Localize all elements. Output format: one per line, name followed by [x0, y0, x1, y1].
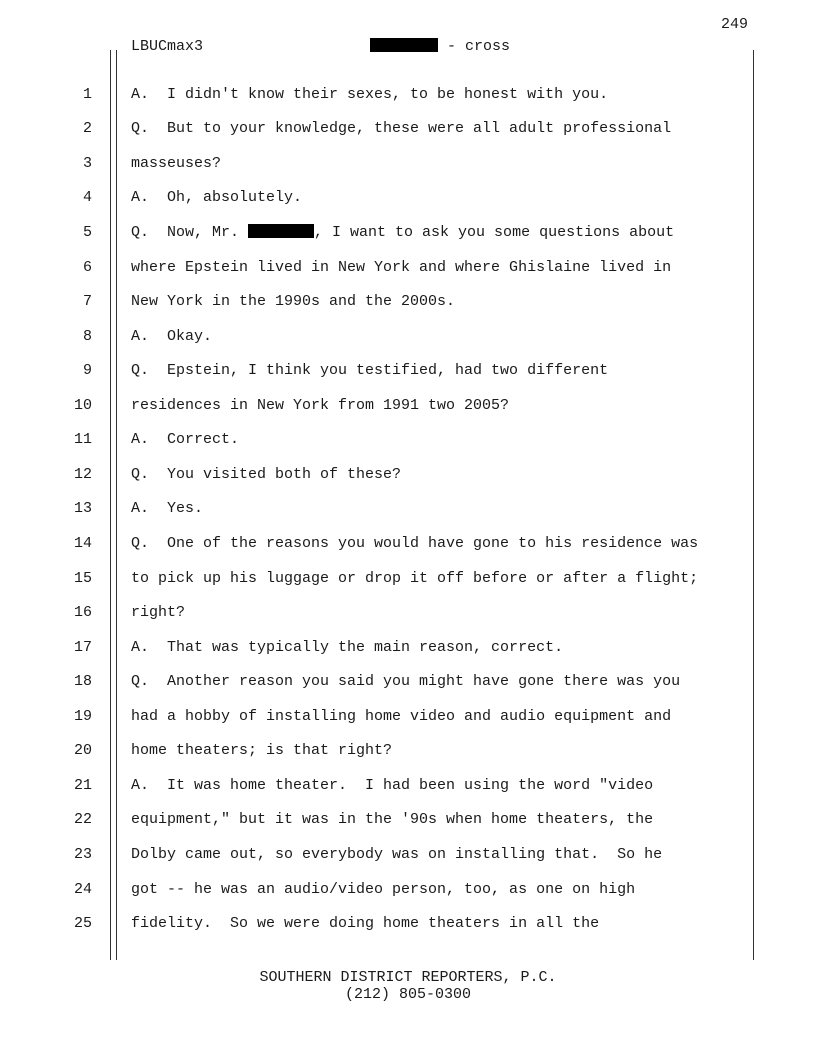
line-number: 15: [73, 570, 92, 587]
line-number: 3: [82, 155, 92, 172]
line-text: Q. But to your knowledge, these were all adult professional: [131, 120, 672, 137]
line-text: home theaters; is that right?: [131, 742, 393, 759]
line-text: Dolby came out, so everybody was on installing that. So he: [131, 846, 663, 863]
transcript-line: [0, 189, 816, 209]
transcript-line: [0, 466, 816, 486]
line-number: 24: [73, 881, 92, 898]
transcript-line: [0, 155, 816, 175]
redaction-block: [370, 38, 438, 52]
line-number: 19: [73, 708, 92, 725]
transcript-line: [0, 881, 816, 901]
line-number: 5: [82, 224, 92, 241]
line-text: Q. One of the reasons you would have gone to his residence was: [131, 535, 699, 552]
line-text-start: Q. Now, Mr.: [131, 224, 249, 241]
line-text: Q. You visited both of these?: [131, 466, 402, 483]
line-number: 6: [82, 259, 92, 276]
line-text: to pick up his luggage or drop it off before or after a flight;: [131, 570, 699, 587]
line-number: 1: [82, 86, 92, 103]
line-text: equipment," but it was in the '90s when home theaters, the: [131, 811, 654, 828]
transcript-line: [0, 535, 816, 555]
line-number: 8: [82, 328, 92, 345]
line-number: 2: [82, 120, 92, 137]
line-number: 10: [73, 397, 92, 414]
line-number: 20: [73, 742, 92, 759]
line-number: 14: [73, 535, 92, 552]
line-number: 22: [73, 811, 92, 828]
line-text-end: , I want to ask you some questions about: [314, 224, 675, 241]
transcript-line: [0, 120, 816, 140]
line-text: A. It was home theater. I had been using the word "video: [131, 777, 654, 794]
line-text: New York in the 1990s and the 2000s.: [131, 293, 456, 310]
transcript-line: [0, 673, 816, 693]
transcript-line: [0, 811, 816, 831]
line-number: 18: [73, 673, 92, 690]
line-text: A. I didn't know their sexes, to be honest with you.: [131, 86, 609, 103]
transcript-line: [0, 846, 816, 866]
transcript-line: [0, 293, 816, 313]
line-number: 16: [73, 604, 92, 621]
line-number: 23: [73, 846, 92, 863]
transcript-line: [0, 259, 816, 279]
transcript-line: [0, 639, 816, 659]
line-text: A. Oh, absolutely.: [131, 189, 303, 206]
page-number: 249: [720, 16, 748, 33]
line-text: right?: [131, 604, 186, 621]
line-number: 21: [73, 777, 92, 794]
transcript-line: [0, 500, 816, 520]
reporter-name: SOUTHERN DISTRICT REPORTERS, P.C.: [259, 969, 557, 986]
line-text: where Epstein lived in New York and where Ghislaine lived in: [131, 259, 672, 276]
reporter-footer: [0, 969, 816, 1003]
transcript-line: [0, 777, 816, 797]
header-witness: [370, 38, 510, 55]
header-section: - cross: [447, 38, 511, 55]
line-text: had a hobby of installing home video and audio equipment and: [131, 708, 672, 725]
transcript-line: [0, 362, 816, 382]
transcript-line: [0, 328, 816, 348]
line-number: 9: [82, 362, 92, 379]
line-number: 11: [73, 431, 92, 448]
line-text: [131, 224, 674, 241]
line-text: Q. Another reason you said you might have gone there was you: [131, 673, 681, 690]
line-text: Q. Epstein, I think you testified, had two different: [131, 362, 609, 379]
line-number: 17: [73, 639, 92, 656]
line-number: 25: [73, 915, 92, 932]
line-number: 13: [73, 500, 92, 517]
transcript-line: [0, 397, 816, 417]
line-text: masseuses?: [131, 155, 222, 172]
line-text: A. Yes.: [131, 500, 204, 517]
transcript-line: [0, 708, 816, 728]
line-text: A. Correct.: [131, 431, 240, 448]
line-text: fidelity. So we were doing home theaters in all the: [131, 915, 600, 932]
line-number: 7: [82, 293, 92, 310]
transcript-line: [0, 915, 816, 935]
transcript-line: [0, 604, 816, 624]
line-number: 12: [73, 466, 92, 483]
line-text: got -- he was an audio/video person, too, as one on high: [131, 881, 636, 898]
transcript-line: [0, 742, 816, 762]
line-text: A. Okay.: [131, 328, 213, 345]
transcript-line: [0, 86, 816, 106]
case-code: LBUCmax3: [131, 38, 204, 55]
reporter-phone: (212) 805-0300: [344, 986, 472, 1003]
redaction-block: [248, 224, 314, 238]
line-text: A. That was typically the main reason, correct.: [131, 639, 564, 656]
transcript-line: [0, 431, 816, 451]
line-number: 4: [82, 189, 92, 206]
line-text: residences in New York from 1991 two 2005?: [131, 397, 510, 414]
transcript-line: [0, 570, 816, 590]
transcript-line: [0, 224, 816, 244]
